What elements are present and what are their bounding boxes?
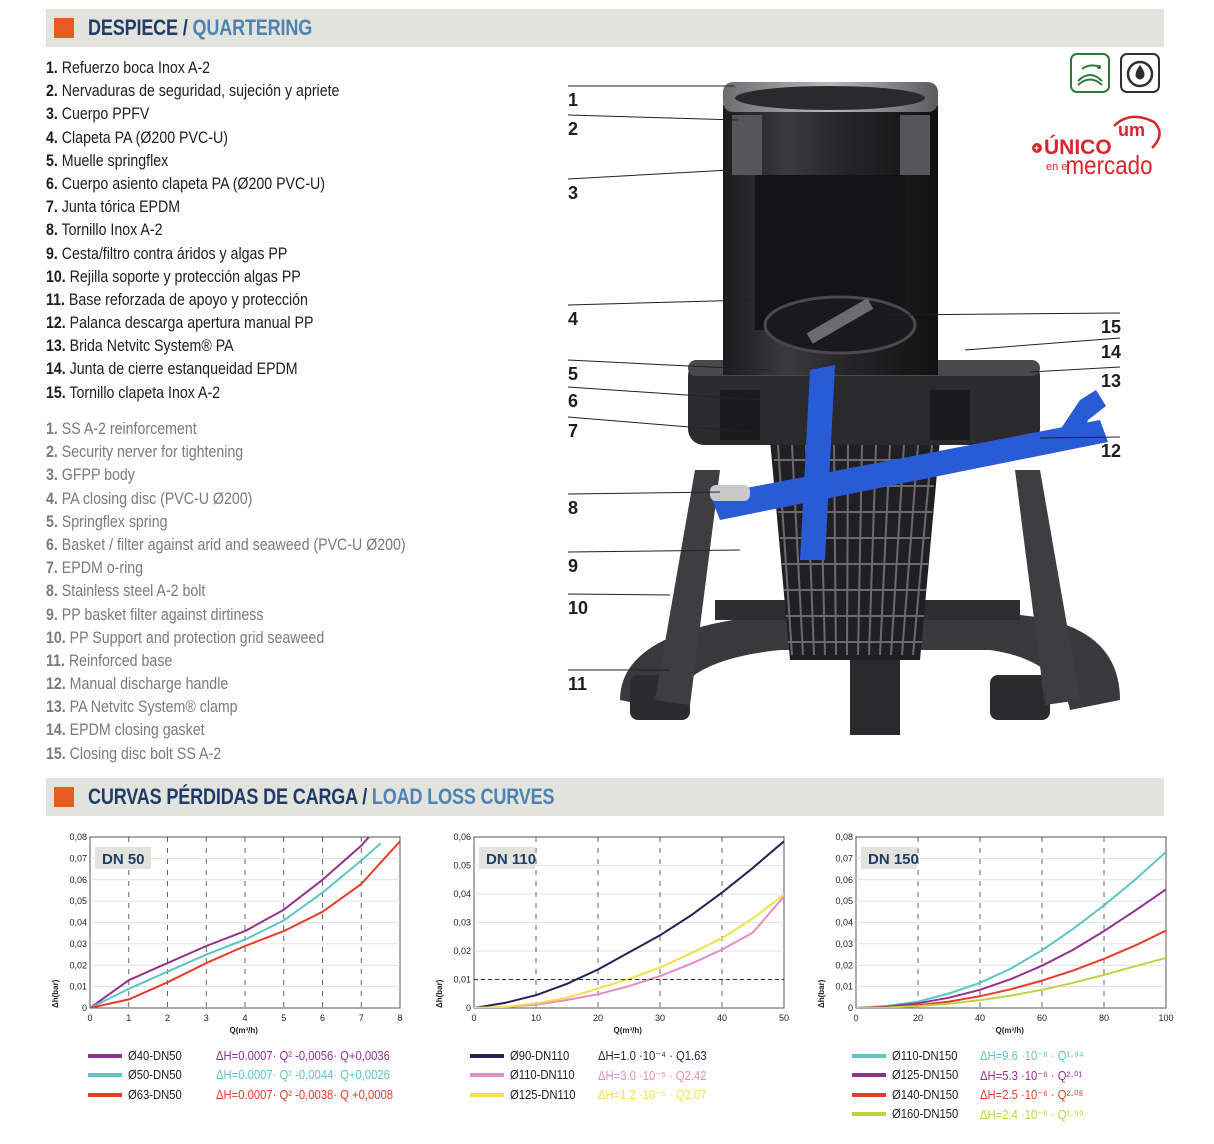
callout-left-3: 3 [568,183,579,203]
callout-right-15: 15 [1101,317,1122,337]
x-tick-label: 1 [126,1013,132,1023]
x-axis-label: Q(m³/h) [613,1026,642,1035]
legend-series-name: Ø90-DN110 [510,1048,570,1063]
x-tick-label: 4 [242,1013,248,1023]
svg-text:+: + [1034,143,1040,153]
legend-formula: ΔH=1.2 ·10⁻⁵ · Q2.07 [598,1088,707,1103]
y-tick-label: 0,08 [835,832,853,842]
part-label: Base reforzada de apoyo y protección [64,290,308,309]
part-number: 13. [46,337,66,356]
part-item [46,196,442,219]
part-label: Security nerver for tightening [57,443,244,462]
section-header-load-loss [46,778,1164,816]
legend-entry [852,1085,1095,1105]
part-item [46,80,442,103]
callout-left-4: 4 [568,309,579,329]
part-number: 14. [46,721,66,740]
parts-list-english [46,418,506,766]
callout-left-5: 5 [568,364,579,384]
y-tick-label: 0,05 [835,896,853,907]
y-tick-label: 0,02 [453,946,471,956]
part-item [46,243,442,266]
y-axis-label: Δh(bar) [435,979,444,1008]
exploded-valve-diagram [560,60,1180,760]
legend-series-name: Ø125-DN150 [892,1068,959,1083]
legend-swatch [470,1073,504,1077]
y-tick-label: 0,06 [835,874,853,885]
part-number: 4. [46,489,58,508]
part-label: Junta de cierre estanqueidad EPDM [65,360,298,379]
part-item [46,511,442,534]
x-tick-label: 5 [281,1013,287,1023]
legend-entry [470,1085,719,1105]
part-number: 2. [46,443,58,462]
part-number: 5. [46,512,58,531]
part-number: 8. [46,221,58,240]
y-tick-label: 0,02 [69,960,87,971]
section-title: DESPIECE / QUARTERING [88,15,313,40]
legend-formula: ΔH=3.0 ·10⁻⁵ · Q2.42 [598,1068,707,1083]
legend-swatch [852,1054,886,1058]
part-number: 3. [46,466,58,485]
x-tick-label: 20 [912,1013,924,1023]
part-label: GFPP body [57,466,135,485]
part-number: 13. [46,698,66,717]
part-number: 7. [46,198,58,217]
part-number: 6. [46,535,58,554]
legend-swatch [852,1112,886,1116]
legend-formula: ΔH=2.5 ·10⁻⁶ · Q²·⁰⁸ [980,1088,1084,1103]
x-tick-label: 80 [1098,1013,1110,1023]
part-label: PA closing disc (PVC-U Ø200) [57,489,253,508]
legend-dn110 [470,1046,719,1105]
part-item [46,534,442,557]
part-number: 8. [46,582,58,601]
callout-left-7: 7 [568,421,579,441]
legend-series-name: Ø110-DN110 [510,1068,575,1083]
part-label: Junta tórica EPDM [57,198,181,217]
part-label: Nervaduras de seguridad, sujeción y apriete [57,82,340,101]
part-number: 1. [46,420,58,438]
part-item [46,57,442,80]
legend-swatch [88,1054,122,1058]
legend-series-name: Ø160-DN150 [892,1107,959,1122]
part-number: 1. [46,59,58,77]
part-number: 15. [46,744,66,763]
x-tick-label: 40 [716,1013,728,1023]
part-number: 15. [46,383,66,402]
callout-left-8: 8 [568,498,579,518]
legend-dn150 [852,1046,1095,1124]
legend-entry [852,1046,1095,1066]
part-number: 12. [46,675,66,694]
x-tick-label: 8 [397,1013,403,1023]
y-tick-label: 0,01 [453,974,471,985]
part-label: PA Netvitc System® clamp [65,698,238,717]
chart-dn150 [812,830,1174,1035]
legend-formula: ΔH=0.0007· Q² -0,0056· Q+0,0036 [216,1048,390,1063]
x-tick-label: 60 [1036,1013,1048,1023]
y-tick-label: 0,01 [69,981,87,992]
x-tick-label: 0 [853,1013,859,1023]
y-tick-label: 0,02 [835,960,853,971]
part-number: 4. [46,128,58,147]
chart-title: DN 150 [868,851,919,868]
part-label: Tornillo clapeta Inox A-2 [65,383,221,402]
y-tick-label: 0,05 [453,860,471,871]
y-tick-label: 0 [81,1003,87,1013]
legend-entry [88,1046,413,1066]
part-number: 12. [46,314,66,333]
y-tick-label: 0,03 [69,938,87,949]
x-tick-label: 20 [592,1013,604,1023]
callout-left-11: 11 [568,674,588,694]
badge-mark: um [1118,120,1145,140]
part-number: 3. [46,105,58,124]
part-item [46,358,442,381]
legend-formula: ΔH=0.0007· Q² -0,0044· Q+0,0026 [216,1068,390,1083]
legend-formula: ΔH=5.3 ·10⁻⁶ · Q²·⁰¹ [980,1068,1083,1083]
part-item [46,312,442,335]
part-label: Cuerpo asiento clapeta PA (Ø200 PVC-U) [57,174,325,193]
part-number: 11. [46,651,65,670]
part-number: 2. [46,82,58,101]
part-number: 10. [46,628,66,647]
part-item [46,150,442,173]
legend-formula: ΔH=9.6 ·10⁻⁶ · Q¹·⁹⁴ [980,1049,1084,1064]
legend-formula: ΔH=1.0 ·10⁻⁴ · Q1.63 [598,1049,707,1064]
part-label: Rejilla soporte y protección algas PP [65,267,301,286]
legend-series-name: Ø140-DN150 [892,1087,959,1102]
x-tick-label: 100 [1158,1013,1174,1023]
y-tick-label: 0,04 [69,917,87,928]
part-label: Cuerpo PPFV [57,105,150,124]
y-axis-label: Δh(bar) [51,979,60,1008]
legend-dn50 [88,1046,413,1105]
legend-swatch [88,1093,122,1097]
callout-right-12: 12 [1101,441,1122,461]
part-item [46,173,442,196]
y-tick-label: 0,06 [69,874,87,885]
badge-line3: mercado [1065,151,1153,181]
part-label: Reinforced base [64,651,173,670]
closing-disc [765,297,915,353]
y-axis-label: Δh(bar) [817,979,826,1008]
part-label: Manual discharge handle [65,675,229,694]
legend-series-name: Ø110-DN150 [892,1048,958,1063]
legend-series-name: Ø63-DN50 [128,1087,182,1102]
x-axis-label: Q(m³/h) [995,1026,1024,1035]
legend-formula: ΔH=2.4 ·10⁻⁶ · Q¹·⁹⁹ [980,1107,1084,1122]
callout-left-10: 10 [568,598,589,618]
part-item [46,627,442,650]
y-tick-label: 0 [465,1003,471,1013]
part-label: Clapeta PA (Ø200 PVC-U) [57,128,228,147]
part-label: SS A-2 reinforcement [57,420,197,438]
part-item [46,464,442,487]
part-number: 9. [46,244,58,263]
section-marker-icon [54,18,74,38]
section-marker-icon [54,787,74,807]
chart-dn110 [430,830,790,1035]
part-label: EPDM closing gasket [65,721,205,740]
part-item [46,719,442,742]
legend-swatch [470,1093,504,1097]
part-item [46,103,442,126]
x-tick-label: 50 [778,1013,790,1023]
part-item [46,266,442,289]
callout-left-1: 1 [568,90,579,110]
part-label: Brida Netvitc System® PA [65,337,234,356]
part-item [46,335,442,358]
y-tick-label: 0,04 [453,889,471,899]
part-number: 5. [46,151,58,170]
legend-swatch [852,1073,886,1077]
legend-series-name: Ø125-DN110 [510,1087,576,1102]
part-label: Palanca descarga apertura manual PP [65,314,314,333]
part-label: Springflex spring [57,512,168,531]
part-item [46,580,442,603]
part-number: 11. [46,290,65,309]
part-item [46,441,442,464]
part-label: EPDM o-ring [57,559,144,578]
part-item [46,488,442,511]
y-tick-label: 0,05 [69,896,87,907]
y-tick-label: 0,07 [69,853,87,864]
badge-line1: ÚNICO [1044,136,1112,159]
chart-title: DN 50 [102,851,145,868]
part-item [46,127,442,150]
parts-list-spanish [46,57,506,405]
part-number: 9. [46,605,58,624]
callout-left-9: 9 [568,556,579,576]
callout-left-2: 2 [568,119,579,139]
x-tick-label: 3 [203,1013,209,1023]
part-item [46,418,442,441]
part-item [46,382,442,405]
part-label: Basket / filter against arid and seaweed (PVC-U Ø200) [57,535,406,554]
part-label: Closing disc bolt SS A-2 [65,744,222,763]
part-number: 7. [46,559,58,578]
x-tick-label: 0 [87,1013,93,1023]
x-tick-label: 6 [319,1013,326,1023]
legend-series-name: Ø40-DN50 [128,1048,182,1063]
part-label: Tornillo Inox A-2 [57,221,163,240]
y-tick-label: 0,03 [453,917,471,928]
x-tick-label: 30 [654,1013,666,1023]
section-title: CURVAS PÉRDIDAS DE CARGA / LOAD LOSS CURVES [88,784,555,809]
part-item [46,219,442,242]
x-tick-label: 2 [164,1013,171,1023]
part-item [46,650,442,673]
section-header-quartering [46,9,1164,47]
legend-entry [88,1085,413,1105]
x-tick-label: 40 [974,1013,986,1023]
y-tick-label: 0 [847,1003,853,1013]
part-number: 6. [46,174,58,193]
legend-swatch [88,1073,122,1077]
legend-entry [470,1066,719,1086]
part-label: Muelle springflex [57,151,169,170]
legend-swatch [852,1093,886,1097]
part-label: Cesta/filtro contra áridos y algas PP [57,244,288,263]
legend-formula: ΔH=0.0007· Q² -0,0038· Q +0,0008 [216,1087,394,1102]
part-label: PP basket filter against dirtiness [57,605,264,624]
part-item [46,696,442,719]
y-tick-label: 0,01 [835,981,853,992]
part-number: 14. [46,360,66,379]
callout-left-6: 6 [568,391,579,411]
y-tick-label: 0,06 [453,832,471,842]
y-tick-label: 0,03 [835,938,853,949]
part-item [46,604,442,627]
legend-entry [852,1066,1095,1086]
stainless-bolt [710,485,750,501]
legend-entry [470,1046,719,1066]
chart-title: DN 110 [486,851,537,868]
y-tick-label: 0,04 [835,917,853,928]
x-tick-label: 10 [530,1013,542,1023]
callout-right-14: 14 [1101,342,1122,362]
part-item [46,743,442,766]
legend-swatch [470,1054,504,1058]
part-item [46,289,442,312]
part-item [46,557,442,580]
x-tick-label: 7 [358,1013,364,1023]
part-label: Stainless steel A-2 bolt [57,582,206,601]
x-axis-label: Q(m³/h) [229,1026,258,1035]
part-label: Refuerzo boca Inox A-2 [57,59,211,77]
x-tick-label: 0 [471,1013,477,1023]
part-number: 10. [46,267,66,286]
chart-dn50 [46,830,406,1035]
y-tick-label: 0,08 [69,832,87,842]
part-item [46,673,442,696]
part-label: PP Support and protection grid seaweed [65,628,325,647]
badge-line2: en el [1046,161,1070,173]
legend-entry [88,1066,413,1086]
legend-entry [852,1105,1095,1125]
legend-series-name: Ø50-DN50 [128,1068,182,1083]
callout-right-13: 13 [1101,371,1122,391]
y-tick-label: 0,07 [835,853,853,864]
